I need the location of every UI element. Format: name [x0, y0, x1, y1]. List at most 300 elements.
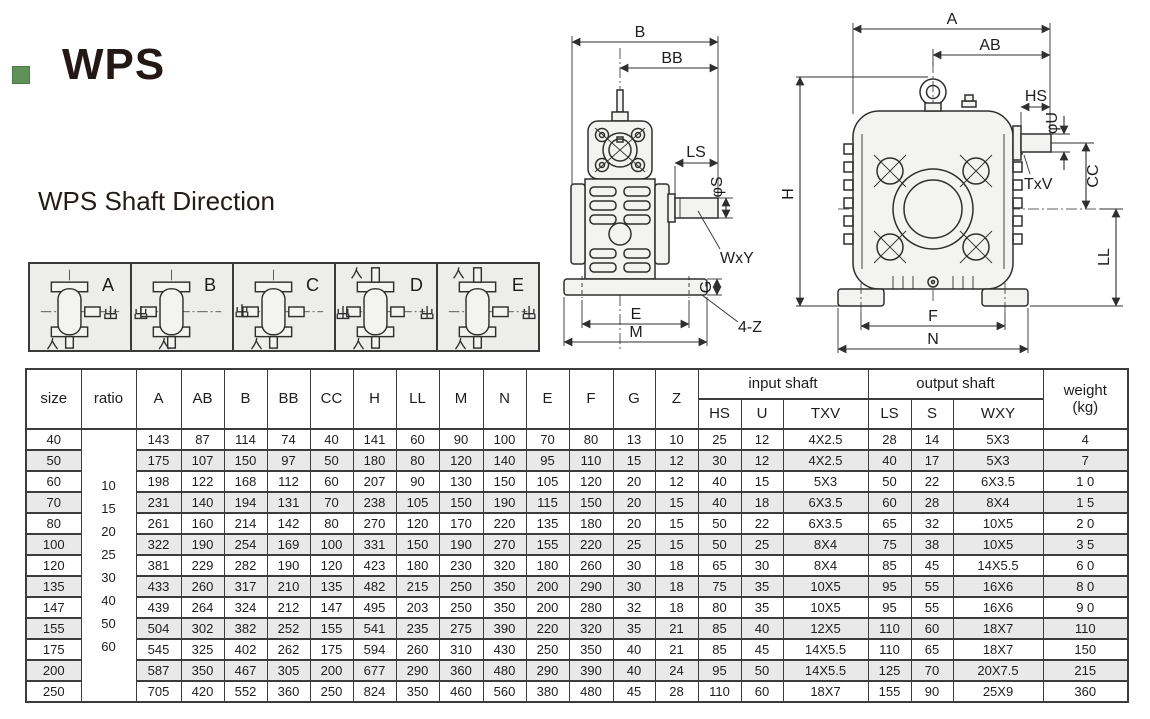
- spec-cell-hs: 40: [698, 492, 741, 513]
- spec-cell-g: 25: [613, 534, 655, 555]
- gearbox-diagram-b-icon: [132, 264, 232, 350]
- shaft-direction-cell-c: [234, 264, 336, 350]
- spec-cell-h: 824: [353, 681, 396, 702]
- spec-cell-ab: 350: [181, 660, 224, 681]
- dim-label-f: F: [928, 308, 938, 325]
- spec-cell-weight: 7: [1043, 450, 1128, 471]
- spec-cell-a: 587: [136, 660, 181, 681]
- spec-cell-bb: 112: [267, 471, 310, 492]
- spec-cell-ll: 180: [396, 555, 439, 576]
- col-header-m: M: [439, 369, 483, 429]
- spec-cell-b: 168: [224, 471, 267, 492]
- spec-cell-g: 40: [613, 660, 655, 681]
- spec-cell-txv: 18X7: [783, 681, 868, 702]
- spec-cell-txv: 6X3.5: [783, 492, 868, 513]
- section-bullet-icon: [12, 66, 30, 84]
- spec-cell-ll: 203: [396, 597, 439, 618]
- spec-cell-cc: 147: [310, 597, 353, 618]
- size-cell: 50: [26, 450, 81, 471]
- spec-cell-bb: 210: [267, 576, 310, 597]
- spec-cell-ab: 302: [181, 618, 224, 639]
- spec-cell-s: 28: [911, 492, 953, 513]
- spec-cell-wxy: 8X4: [953, 492, 1043, 513]
- spec-cell-a: 231: [136, 492, 181, 513]
- spec-cell-e: 200: [526, 597, 569, 618]
- spec-cell-z: 21: [655, 639, 698, 660]
- spec-cell-e: 220: [526, 618, 569, 639]
- spec-cell-h: 331: [353, 534, 396, 555]
- size-cell: 120: [26, 555, 81, 576]
- spec-cell-g: 20: [613, 492, 655, 513]
- spec-cell-ls: 85: [868, 555, 911, 576]
- spec-cell-s: 65: [911, 639, 953, 660]
- spec-table-body: [26, 429, 1128, 702]
- spec-cell-z: 21: [655, 618, 698, 639]
- col-header-wxy: WXY: [953, 399, 1043, 429]
- weight-unit-label: (kg): [1072, 399, 1099, 416]
- size-cell: 147: [26, 597, 81, 618]
- spec-cell-s: 38: [911, 534, 953, 555]
- shaft-direction-title: WPS Shaft Direction: [38, 186, 275, 216]
- spec-cell-u: 25: [741, 534, 783, 555]
- spec-cell-txv: 10X5: [783, 597, 868, 618]
- spec-cell-ll: 105: [396, 492, 439, 513]
- spec-cell-m: 310: [439, 639, 483, 660]
- spec-cell-weight: 360: [1043, 681, 1128, 702]
- spec-cell-ls: 110: [868, 639, 911, 660]
- dim-label-cc: CC: [1085, 164, 1102, 188]
- dim-label-b: B: [634, 24, 646, 41]
- spec-cell-ll: 350: [396, 681, 439, 702]
- spec-cell-ls: 110: [868, 618, 911, 639]
- front-view-drawing: [778, 4, 1148, 358]
- spec-cell-hs: 80: [698, 597, 741, 618]
- spec-cell-s: 45: [911, 555, 953, 576]
- in-cjk-icon: [352, 267, 362, 278]
- gearbox-diagram-d-icon: [336, 264, 436, 350]
- spec-cell-f: 390: [569, 660, 613, 681]
- spec-cell-cc: 200: [310, 660, 353, 681]
- table-row: [26, 429, 1128, 450]
- spec-cell-ls: 28: [868, 429, 911, 450]
- spec-cell-h: 270: [353, 513, 396, 534]
- spec-cell-f: 480: [569, 681, 613, 702]
- spec-cell-m: 190: [439, 534, 483, 555]
- spec-cell-txv: 12X5: [783, 618, 868, 639]
- dim-label-h: H: [780, 188, 797, 200]
- spec-cell-ab: 160: [181, 513, 224, 534]
- gearbox-diagram-a-icon: [30, 264, 130, 350]
- spec-cell-z: 10: [655, 429, 698, 450]
- size-cell: 80: [26, 513, 81, 534]
- spec-cell-cc: 40: [310, 429, 353, 450]
- spec-cell-hs: 65: [698, 555, 741, 576]
- spec-cell-f: 120: [569, 471, 613, 492]
- spec-cell-a: 143: [136, 429, 181, 450]
- spec-cell-txv: 5X3: [783, 471, 868, 492]
- spec-cell-cc: 60: [310, 471, 353, 492]
- spec-cell-b: 382: [224, 618, 267, 639]
- size-cell: 175: [26, 639, 81, 660]
- spec-cell-wxy: 18X7: [953, 639, 1043, 660]
- spec-cell-h: 541: [353, 618, 396, 639]
- out-cjk-icon: [105, 306, 116, 318]
- spec-cell-f: 350: [569, 639, 613, 660]
- dim-label-txv: TxV: [1024, 176, 1053, 193]
- spec-cell-cc: 80: [310, 513, 353, 534]
- spec-cell-e: 70: [526, 429, 569, 450]
- table-row: [26, 576, 1128, 597]
- spec-cell-cc: 175: [310, 639, 353, 660]
- spec-cell-a: 705: [136, 681, 181, 702]
- spec-cell-f: 290: [569, 576, 613, 597]
- spec-cell-weight: 4: [1043, 429, 1128, 450]
- dim-label-n: N: [927, 331, 939, 348]
- spec-cell-s: 55: [911, 576, 953, 597]
- ratio-value: 25: [101, 546, 116, 562]
- spec-cell-ll: 90: [396, 471, 439, 492]
- spec-cell-f: 110: [569, 450, 613, 471]
- table-row: [26, 471, 1128, 492]
- spec-cell-wxy: 16X6: [953, 576, 1043, 597]
- size-cell: 40: [26, 429, 81, 450]
- spec-cell-bb: 262: [267, 639, 310, 660]
- spec-cell-txv: 4X2.5: [783, 429, 868, 450]
- col-header-z: Z: [655, 369, 698, 429]
- side-view-drawing: [552, 6, 782, 358]
- spec-cell-h: 423: [353, 555, 396, 576]
- spec-cell-a: 175: [136, 450, 181, 471]
- col-header-g: G: [613, 369, 655, 429]
- spec-cell-wxy: 25X9: [953, 681, 1043, 702]
- spec-cell-n: 390: [483, 618, 526, 639]
- spec-cell-ls: 60: [868, 492, 911, 513]
- spec-cell-wxy: 5X3: [953, 450, 1043, 471]
- col-header-hs: HS: [698, 399, 741, 429]
- shaft-direction-panel: [28, 262, 540, 352]
- spec-cell-m: 120: [439, 450, 483, 471]
- col-header-ll: LL: [396, 369, 439, 429]
- mounting-base: [564, 279, 707, 295]
- out-cjk-icon: [523, 306, 534, 318]
- spec-cell-ll: 290: [396, 660, 439, 681]
- spec-cell-bb: 142: [267, 513, 310, 534]
- spec-cell-n: 430: [483, 639, 526, 660]
- spec-cell-ls: 75: [868, 534, 911, 555]
- spec-cell-e: 290: [526, 660, 569, 681]
- spec-cell-m: 230: [439, 555, 483, 576]
- spec-cell-b: 150: [224, 450, 267, 471]
- col-header-size: size: [26, 369, 81, 429]
- spec-cell-n: 100: [483, 429, 526, 450]
- spec-cell-ab: 107: [181, 450, 224, 471]
- col-header-s: S: [911, 399, 953, 429]
- spec-cell-weight: 6 0: [1043, 555, 1128, 576]
- spec-cell-bb: 131: [267, 492, 310, 513]
- spec-table: [25, 368, 1129, 703]
- spec-cell-bb: 97: [267, 450, 310, 471]
- spec-cell-cc: 250: [310, 681, 353, 702]
- spec-cell-g: 40: [613, 639, 655, 660]
- spec-cell-m: 360: [439, 660, 483, 681]
- table-row: [26, 660, 1128, 681]
- input-shaft-side: [617, 90, 623, 112]
- spec-cell-wxy: 6X3.5: [953, 471, 1043, 492]
- spec-cell-bb: 74: [267, 429, 310, 450]
- ratio-value: 20: [101, 523, 116, 539]
- spec-cell-h: 238: [353, 492, 396, 513]
- spec-cell-ab: 87: [181, 429, 224, 450]
- spec-cell-b: 402: [224, 639, 267, 660]
- spec-cell-f: 280: [569, 597, 613, 618]
- spec-cell-a: 545: [136, 639, 181, 660]
- spec-cell-u: 35: [741, 597, 783, 618]
- spec-cell-f: 260: [569, 555, 613, 576]
- spec-cell-bb: 169: [267, 534, 310, 555]
- out-cjk-icon: [421, 306, 432, 318]
- spec-cell-u: 22: [741, 513, 783, 534]
- size-cell: 100: [26, 534, 81, 555]
- table-row: [26, 639, 1128, 660]
- spec-cell-weight: 1 0: [1043, 471, 1128, 492]
- spec-cell-g: 15: [613, 450, 655, 471]
- spec-cell-txv: 6X3.5: [783, 513, 868, 534]
- spec-cell-s: 55: [911, 597, 953, 618]
- spec-cell-z: 18: [655, 576, 698, 597]
- spec-cell-hs: 110: [698, 681, 741, 702]
- spec-cell-ll: 120: [396, 513, 439, 534]
- spec-cell-m: 460: [439, 681, 483, 702]
- spec-cell-u: 12: [741, 429, 783, 450]
- dim-label-e: E: [630, 306, 642, 323]
- table-row: [26, 555, 1128, 576]
- col-header-f: F: [569, 369, 613, 429]
- spec-cell-z: 12: [655, 471, 698, 492]
- spec-cell-wxy: 5X3: [953, 429, 1043, 450]
- col-header-ab: AB: [181, 369, 224, 429]
- spec-cell-b: 214: [224, 513, 267, 534]
- col-header-a: A: [136, 369, 181, 429]
- size-cell: 70: [26, 492, 81, 513]
- spec-cell-ll: 215: [396, 576, 439, 597]
- spec-cell-hs: 30: [698, 450, 741, 471]
- spec-cell-weight: 1 5: [1043, 492, 1128, 513]
- spec-cell-b: 282: [224, 555, 267, 576]
- input-shaft-front: [1021, 134, 1051, 152]
- spec-cell-u: 40: [741, 618, 783, 639]
- spec-cell-txv: 10X5: [783, 576, 868, 597]
- spec-cell-a: 322: [136, 534, 181, 555]
- spec-cell-u: 12: [741, 450, 783, 471]
- spec-cell-wxy: 14X5.5: [953, 555, 1043, 576]
- spec-cell-b: 552: [224, 681, 267, 702]
- in-cjk-icon: [48, 338, 58, 349]
- dim-label-a: A: [946, 11, 958, 28]
- spec-cell-n: 190: [483, 492, 526, 513]
- in-cjk-icon: [456, 338, 466, 349]
- spec-cell-n: 350: [483, 597, 526, 618]
- spec-cell-bb: 252: [267, 618, 310, 639]
- diagram-letter: B: [203, 274, 217, 295]
- size-cell: 135: [26, 576, 81, 597]
- spec-cell-ll: 260: [396, 639, 439, 660]
- col-header-u: U: [741, 399, 783, 429]
- spec-cell-h: 495: [353, 597, 396, 618]
- spec-cell-u: 35: [741, 576, 783, 597]
- spec-cell-f: 320: [569, 618, 613, 639]
- spec-cell-hs: 25: [698, 429, 741, 450]
- spec-cell-e: 180: [526, 555, 569, 576]
- spec-cell-e: 200: [526, 576, 569, 597]
- spec-cell-txv: 14X5.5: [783, 660, 868, 681]
- spec-cell-cc: 120: [310, 555, 353, 576]
- page-title: WPS: [62, 40, 166, 89]
- col-header-h: H: [353, 369, 396, 429]
- spec-cell-m: 150: [439, 492, 483, 513]
- spec-cell-txv: 8X4: [783, 555, 868, 576]
- spec-cell-h: 677: [353, 660, 396, 681]
- spec-cell-f: 150: [569, 492, 613, 513]
- spec-cell-h: 180: [353, 450, 396, 471]
- spec-cell-n: 140: [483, 450, 526, 471]
- size-cell: 155: [26, 618, 81, 639]
- spec-cell-u: 30: [741, 555, 783, 576]
- diagram-letter: C: [305, 274, 320, 295]
- spec-cell-hs: 40: [698, 471, 741, 492]
- spec-cell-ab: 325: [181, 639, 224, 660]
- weight-label: weight: [1063, 381, 1107, 399]
- spec-cell-e: 105: [526, 471, 569, 492]
- spec-cell-s: 70: [911, 660, 953, 681]
- spec-cell-s: 60: [911, 618, 953, 639]
- spec-cell-hs: 50: [698, 513, 741, 534]
- col-header-ls: LS: [868, 399, 911, 429]
- in-cjk-icon: [354, 338, 364, 349]
- ratio-cell: [81, 429, 136, 702]
- spec-cell-weight: 150: [1043, 639, 1128, 660]
- oil-plug-icon: [962, 101, 976, 107]
- spec-cell-g: 30: [613, 576, 655, 597]
- dim-label-wxy: WxY: [720, 250, 754, 267]
- spec-cell-ls: 125: [868, 660, 911, 681]
- spec-cell-ll: 80: [396, 450, 439, 471]
- dim-label-g: G: [698, 280, 715, 294]
- spec-cell-u: 45: [741, 639, 783, 660]
- spec-cell-ll: 235: [396, 618, 439, 639]
- spec-cell-cc: 155: [310, 618, 353, 639]
- spec-cell-a: 381: [136, 555, 181, 576]
- spec-cell-e: 95: [526, 450, 569, 471]
- spec-cell-z: 15: [655, 513, 698, 534]
- table-row: [26, 597, 1128, 618]
- col-group-input-shaft: input shaft: [698, 369, 868, 399]
- col-group-output-shaft: output shaft: [868, 369, 1043, 399]
- dim-label-4z: 4-Z: [738, 319, 762, 336]
- spec-cell-g: 20: [613, 513, 655, 534]
- spec-cell-n: 350: [483, 576, 526, 597]
- spec-cell-a: 504: [136, 618, 181, 639]
- spec-cell-txv: 4X2.5: [783, 450, 868, 471]
- dim-label-ll: LL: [1096, 248, 1113, 266]
- spec-cell-h: 594: [353, 639, 396, 660]
- spec-cell-e: 135: [526, 513, 569, 534]
- spec-cell-n: 220: [483, 513, 526, 534]
- spec-cell-txv: 8X4: [783, 534, 868, 555]
- spec-cell-cc: 70: [310, 492, 353, 513]
- spec-cell-g: 35: [613, 618, 655, 639]
- spec-cell-wxy: 10X5: [953, 534, 1043, 555]
- size-cell: 200: [26, 660, 81, 681]
- gear-body: [585, 179, 655, 279]
- spec-cell-m: 275: [439, 618, 483, 639]
- spec-cell-ls: 40: [868, 450, 911, 471]
- col-header-cc: CC: [310, 369, 353, 429]
- spec-cell-cc: 135: [310, 576, 353, 597]
- spec-cell-e: 115: [526, 492, 569, 513]
- ratio-value: 60: [101, 638, 116, 654]
- spec-cell-ab: 190: [181, 534, 224, 555]
- ratio-value: 40: [101, 592, 116, 608]
- spec-cell-b: 194: [224, 492, 267, 513]
- ratio-value: 50: [101, 615, 116, 631]
- spec-cell-ll: 60: [396, 429, 439, 450]
- size-cell: 250: [26, 681, 81, 702]
- spec-cell-z: 28: [655, 681, 698, 702]
- spec-cell-g: 45: [613, 681, 655, 702]
- spec-cell-z: 18: [655, 555, 698, 576]
- spec-cell-ab: 260: [181, 576, 224, 597]
- spec-cell-m: 250: [439, 576, 483, 597]
- spec-cell-e: 250: [526, 639, 569, 660]
- spec-cell-g: 20: [613, 471, 655, 492]
- dim-label-hs: HS: [1024, 88, 1048, 105]
- spec-cell-hs: 50: [698, 534, 741, 555]
- in-cjk-icon: [454, 267, 464, 278]
- spec-cell-b: 114: [224, 429, 267, 450]
- shaft-direction-cell-e: [438, 264, 538, 350]
- output-shaft-side: [675, 198, 718, 218]
- spec-cell-h: 141: [353, 429, 396, 450]
- spec-cell-u: 18: [741, 492, 783, 513]
- spec-cell-z: 15: [655, 492, 698, 513]
- dim-label-phiu: φU: [1044, 112, 1061, 134]
- spec-cell-bb: 305: [267, 660, 310, 681]
- dim-label-ls: LS: [686, 144, 706, 161]
- spec-cell-m: 90: [439, 429, 483, 450]
- spec-cell-wxy: 18X7: [953, 618, 1043, 639]
- shaft-direction-cell-d: [336, 264, 438, 350]
- spec-cell-s: 22: [911, 471, 953, 492]
- spec-cell-ab: 140: [181, 492, 224, 513]
- spec-cell-weight: 2 0: [1043, 513, 1128, 534]
- spec-cell-hs: 95: [698, 660, 741, 681]
- col-header-weight: [1043, 369, 1128, 429]
- spec-cell-f: 220: [569, 534, 613, 555]
- shaft-direction-cell-a: [30, 264, 132, 350]
- spec-cell-a: 198: [136, 471, 181, 492]
- spec-cell-n: 150: [483, 471, 526, 492]
- spec-cell-wxy: 20X7.5: [953, 660, 1043, 681]
- spec-cell-f: 80: [569, 429, 613, 450]
- diagram-letter: E: [511, 274, 524, 295]
- spec-cell-m: 250: [439, 597, 483, 618]
- spec-cell-weight: 110: [1043, 618, 1128, 639]
- spec-cell-f: 180: [569, 513, 613, 534]
- spec-cell-ls: 95: [868, 576, 911, 597]
- spec-cell-ab: 229: [181, 555, 224, 576]
- diagram-letter: A: [101, 274, 115, 295]
- table-row: [26, 681, 1128, 702]
